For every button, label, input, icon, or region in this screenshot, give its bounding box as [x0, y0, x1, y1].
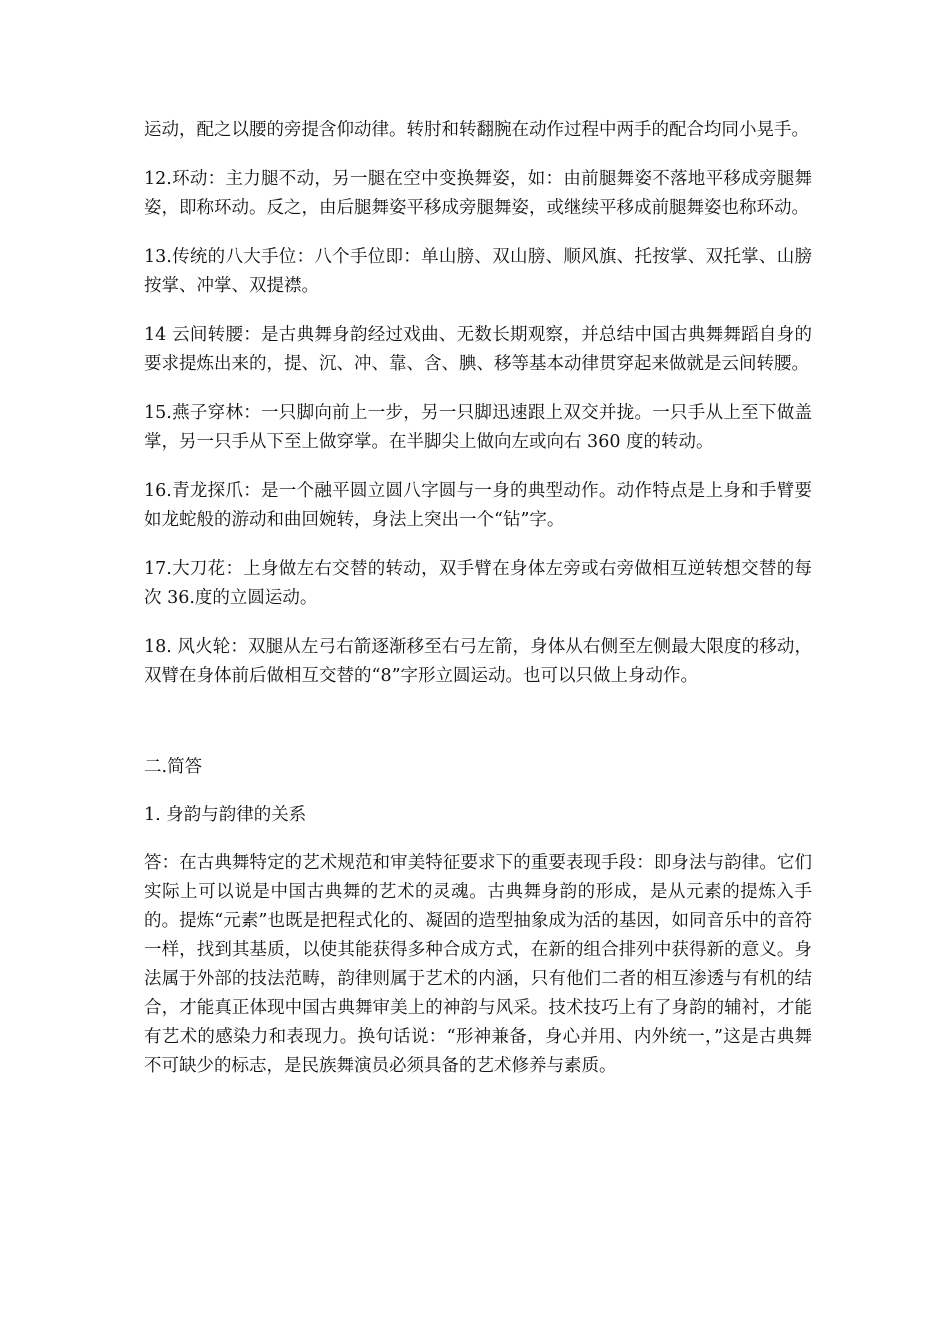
paragraph-item-17: 17.大刀花：上身做左右交替的转动，双手臂在身体左旁或右旁做相互逆转想交替的每次 36.度的立圆运动。	[144, 559, 812, 608]
document-body	[144, 116, 812, 1081]
question-heading: 1. 身韵与韵律的关系	[144, 805, 307, 825]
section-heading: 二.简答	[144, 757, 203, 777]
paragraph-item-18: 18. 风火轮：双腿从左弓右箭逐渐移至右弓左箭，身体从右侧至左侧最大限度的移动，双臂在身体前后做相互交替的“8”字形立圆运动。也可以只做上身动作。	[144, 637, 812, 686]
paragraph-item-16: 16.青龙探爪：是一个融平圆立圆八字圆与一身的典型动作。动作特点是上身和手臂要如龙蛇般的游动和曲回婉转，身法上突出一个“钻”字。	[144, 481, 812, 530]
paragraph-item-12: 12.环动：主力腿不动，另一腿在空中变换舞姿，如：由前腿舞姿不落地平移成旁腿舞姿，即称环动。反之，由后腿舞姿平移成旁腿舞姿，或继续平移成前腿舞姿也称环动。	[144, 169, 812, 218]
paragraph-item-14: 14 云间转腰：是古典舞身韵经过戏曲、无数长期观察，并总结中国古典舞舞蹈自身的要求提炼出来的，提、沉、冲、靠、含、腆、移等基本动律贯穿起来做就是云间转腰。	[144, 325, 812, 374]
paragraph-item-15: 15.燕子穿林：一只脚向前上一步，另一只脚迅速跟上双交并拢。一只手从上至下做盖掌，另一只手从下至上做穿掌。在半脚尖上做向左或向右 360 度的转动。	[144, 403, 812, 452]
paragraph-item-13: 13.传统的八大手位：八个手位即：单山膀、双山膀、顺风旗、托按掌、双托掌、山膀按掌、冲掌、双提襟。	[144, 247, 812, 296]
paragraph-continuation: 运动，配之以腰的旁提含仰动律。转肘和转翻腕在动作过程中两手的配合均同小晃手。	[144, 120, 809, 140]
answer-paragraph: 答：在古典舞特定的艺术规范和审美特征要求下的重要表现手段：即身法与韵律。它们实际上可以说是中国古典舞的艺术的灵魂。古典舞身韵的形成，是从元素的提炼入手的。提炼“元素”也既是把程式化的、凝固的造型抽象成为活的基因，如同音乐中的音符一样，找到其基质，以使其能获得多种合成方式，在新的组合排列中获得新的意义。身法属于外部的技法范畴，韵律则属于艺术的内涵，只有他们二者的相互渗透与有机的结合，才能真正体现中国古典舞审美上的神韵与风采。技术技巧上有了身韵的辅衬，才能有艺术的感染力和表现力。换句话说：“形神兼备，身心并用、内外统一，”这是古典舞不可缺少的标志，是民族舞演员必须具备的艺术修养与素质。	[144, 853, 812, 1076]
